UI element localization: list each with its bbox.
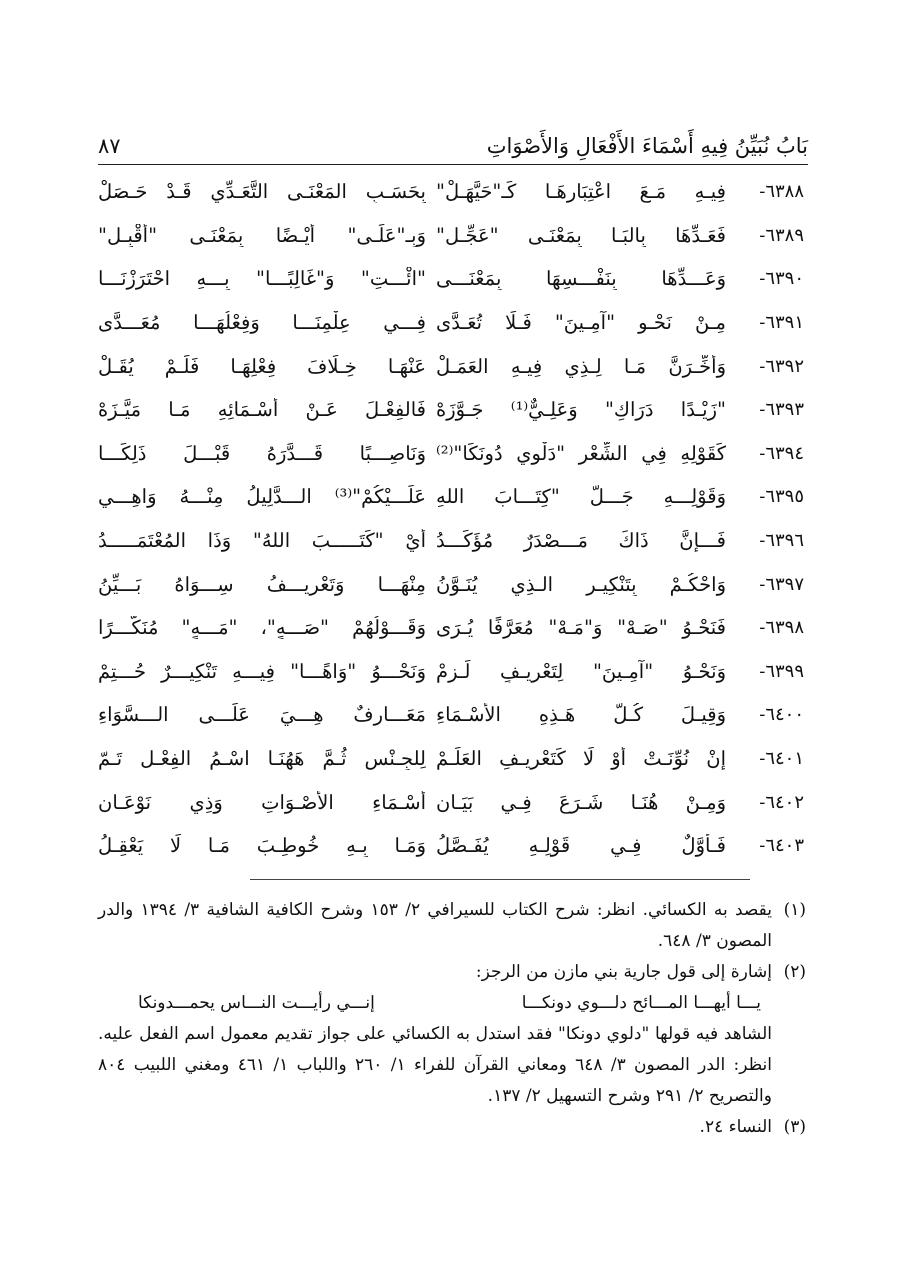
verse-number: ٦٣٩٤- <box>759 442 804 464</box>
verse-number: ٦٣٩٢- <box>759 355 804 377</box>
second-hemistich: فِـــي عِلْمِنَـــا وَفِعْلُهَـــا مُعَـــدَّى <box>98 311 426 335</box>
footnote-mark: (١) <box>783 900 806 920</box>
verse-number: ٦٣٩١- <box>759 312 804 334</box>
verse-line <box>98 388 804 432</box>
poem-first-hemistich: يـــا أيهـــا المـــائح دلـــوي دونكـــا <box>521 993 761 1013</box>
verse-line <box>98 737 804 781</box>
second-hemistich: بِحَسَـبِ المَعْنَـى التَّعَـدِّي قَـدْ حَـصَلْ <box>98 180 426 204</box>
poem-second-hemistich: إنـــي رأيـــت النـــاس يحمـــدونكا <box>138 993 375 1013</box>
verse-number: ٦٤٠٠- <box>759 704 804 726</box>
verse-line <box>98 693 804 737</box>
verse-line <box>98 780 804 824</box>
verse-number: ٦٤٠١- <box>759 748 804 770</box>
verse-list <box>98 170 804 868</box>
first-hemistich: مِـنْ نَحْـوِ "آمِـينَ" فَـلَا تُعَـدَّى <box>436 311 726 335</box>
verse-line <box>98 257 804 301</box>
verse-line <box>98 432 804 476</box>
verse-number: ٦٣٩٧- <box>759 573 804 595</box>
second-hemistich: "ائْـــتِ" وَ"غَالِبًـــا" بِـــهِ احْتَرَزْنَـــا <box>98 267 426 291</box>
verse-number: ٦٣٩٣- <box>759 399 804 421</box>
first-hemistich: فِيـهِ مَـعَ اعْتِبَارِهَـا كَـ"حَيَّهَـلْ" <box>436 180 726 204</box>
verse-line <box>98 606 804 650</box>
first-hemistich: فَنَحْـوُ "صَـهْ" وَ"مَـهْ" مُعَرَّفًا يُـرَى <box>436 616 726 640</box>
first-hemistich: وَمِـنْ هُنَـا شَـرَعَ فِـي بَيَـانِ <box>436 790 726 814</box>
verse-number: ٦٣٩٩- <box>759 660 804 682</box>
verse-line <box>98 562 804 606</box>
chapter-title: بَابُ نُبَيِّنُ فِيهِ أَسْمَاءَ الأَفْعَالِ وَالأَصْوَاتِ <box>486 134 808 158</box>
second-hemistich: لِلجِـنْسِ ثُـمَّ هَهُنَـا اسْـمُ الفِعْـلِ تَـمّ <box>98 747 426 771</box>
first-hemistich: فَـــإِنَّ ذَاكَ مَـــصْدَرٌ مُؤَكِّـــدُ <box>436 529 726 553</box>
first-hemistich: وَنَحْـوُ "آمِـينَ" لِتَعْرِيـفٍ لَـزِمْ <box>436 659 726 683</box>
second-hemistich: أَيْ "كَتَـــــبَ اللهُ" وَذَا المُعْتَمَـــــدُ <box>98 529 426 553</box>
second-hemistich: أَسْـمَاءِ الأَصْـوَاتِ وَذِي نَوْعَـانِ <box>98 790 426 814</box>
first-hemistich: كَقَوْلِهِ فِي الشِّعْرِ "دَلْوِي دُونَكَا"⁽²⁾ <box>436 441 726 465</box>
footnote-text: النساء ٢٤. <box>699 1117 772 1137</box>
footnote-text: إشارة إلى قول جارية بني مازن من الرجز: <box>475 962 772 982</box>
second-hemistich: مَعَـــارِفٌ هِـــيَ عَلَـــى الـــسَّوَاءِ <box>98 703 426 727</box>
footnote-continuation: الشاهد فيه قولها "دلوي دونكا" فقد استدل به الكسائي على جواز تقديم معمول اسم الفعل عليه. انظر: الدر المصون ٣/ ٦٤٨ ومعاني القرآن للفراء ١/ ٢٦٠ واللباب ١/ ٤٦١ ومغني اللبيب ٨٠٤ والتصريح ٢/ ٢٩١ وشرح التسهيل ٢/ ١٣٧. <box>98 1024 773 1106</box>
verse-line <box>98 170 804 214</box>
footnote-poem-line <box>98 988 806 1019</box>
verse-number: ٦٣٩٨- <box>759 617 804 639</box>
first-hemistich: وَقَوْلِـــهِ جَـــلَّ "كِتَـــابَ اللهِ <box>436 485 726 509</box>
footnote <box>98 957 806 988</box>
first-hemistich: "زَيْـدًا دَرَاكِ" وَعَلِـيٌّ⁽¹⁾ جَـوَّزَهْ <box>436 398 726 422</box>
second-hemistich: وَمَـا بِـهِ خُوطِـبَ مَـا لَا يَعْقِـلُ <box>98 834 426 858</box>
second-hemistich: وَبِـ"عَلَـى" أَيْـضًا بِمَعْنَـى "أَقْبِـلِ" <box>98 223 426 247</box>
first-hemistich: وَاحْكُـمْ بِتَنْكِيـرِ الـذِي يُنَـوَّنُ <box>436 572 726 596</box>
footnote-mark: (٢) <box>783 962 806 982</box>
second-hemistich: وَنَحْـــوُ "وَاهًـــا" فِيـــهِ تَنْكِيـــرٌ حُـــتِمْ <box>98 659 426 683</box>
first-hemistich: وَأَخِّـرَنَّ مَـا لِـذِي فِيـهِ العَمَـلْ <box>436 354 726 378</box>
footnote-mark: (٣) <box>783 1117 806 1137</box>
verse-number: ٦٣٩٥- <box>759 486 804 508</box>
verse-number: ٦٣٨٩- <box>759 224 804 246</box>
footnote <box>98 1112 806 1143</box>
page-header <box>98 126 808 165</box>
verse-number: ٦٤٠٣- <box>759 835 804 857</box>
verse-number: ٦٤٠٢- <box>759 791 804 813</box>
verse-number: ٦٣٩٠- <box>759 268 804 290</box>
first-hemistich: فَعَـدِّهَا بِالبَـا بِمَعْنَـى "عَجِّـلِ" <box>436 223 726 247</box>
second-hemistich: عَلَـــيْكُمْ"⁽³⁾ الـــدَّلِيلُ مِنْـــهُ وَاهِـــي <box>98 485 426 509</box>
verse-line <box>98 824 804 868</box>
footnote <box>98 895 806 957</box>
second-hemistich: عَنْهَـا خِـلَافَ فِعْلِهَـا فَلَـمْ يُقَـلْ <box>98 354 426 378</box>
first-hemistich: وَعَـــدِّهَا بِنَفْـــسِهَا بِمَعْنَـــى <box>436 267 726 291</box>
verse-line <box>98 650 804 694</box>
verse-line <box>98 214 804 258</box>
footnote-separator <box>250 879 750 880</box>
page-number: ٨٧ <box>98 134 121 158</box>
footnote-text: يقصد به الكسائي. انظر: شرح الكتاب للسيرافي ٢/ ١٥٣ وشرح الكافية الشافية ٣/ ١٣٩٤ والدر المصون ٣/ ٦٤٨. <box>98 900 772 951</box>
footnotes <box>98 895 806 1143</box>
verse-line <box>98 344 804 388</box>
verse-number: ٦٣٩٦- <box>759 530 804 552</box>
first-hemistich: إِنْ نُوِّنَـتْ أَوْ لَا كَتَعْرِيـفِ العَلَـمْ <box>436 747 726 771</box>
verse-line <box>98 475 804 519</box>
second-hemistich: وَقَـــوْلُهُمْ "صَـــهٍ"، "مَـــهٍ" مُنَكَّـــرًا <box>98 616 426 640</box>
second-hemistich: وَنَاصِـــبًا قَـــدَّرَهُ قَبْـــلَ ذَلِكَـــا <box>98 441 426 465</box>
second-hemistich: مِنْهَـــا وَتَعْرِيـــفُ سِـــوَاهُ بَـــيِّنُ <box>98 572 426 596</box>
verse-line <box>98 301 804 345</box>
verse-number: ٦٣٨٨- <box>759 181 804 203</box>
second-hemistich: فَالفِعْـلَ عَـنْ أَسْـمَائِهِ مَـا مَيَّـزَهْ <box>98 398 426 422</box>
first-hemistich: فَـأَوَّلٌ فِـي قَوْلِـهِ يُفَـصَّلُ <box>436 834 726 858</box>
verse-line <box>98 519 804 563</box>
first-hemistich: وَقِيـلَ كُـلُّ هَـذِهِ الأَسْـمَاءِ <box>436 703 726 727</box>
